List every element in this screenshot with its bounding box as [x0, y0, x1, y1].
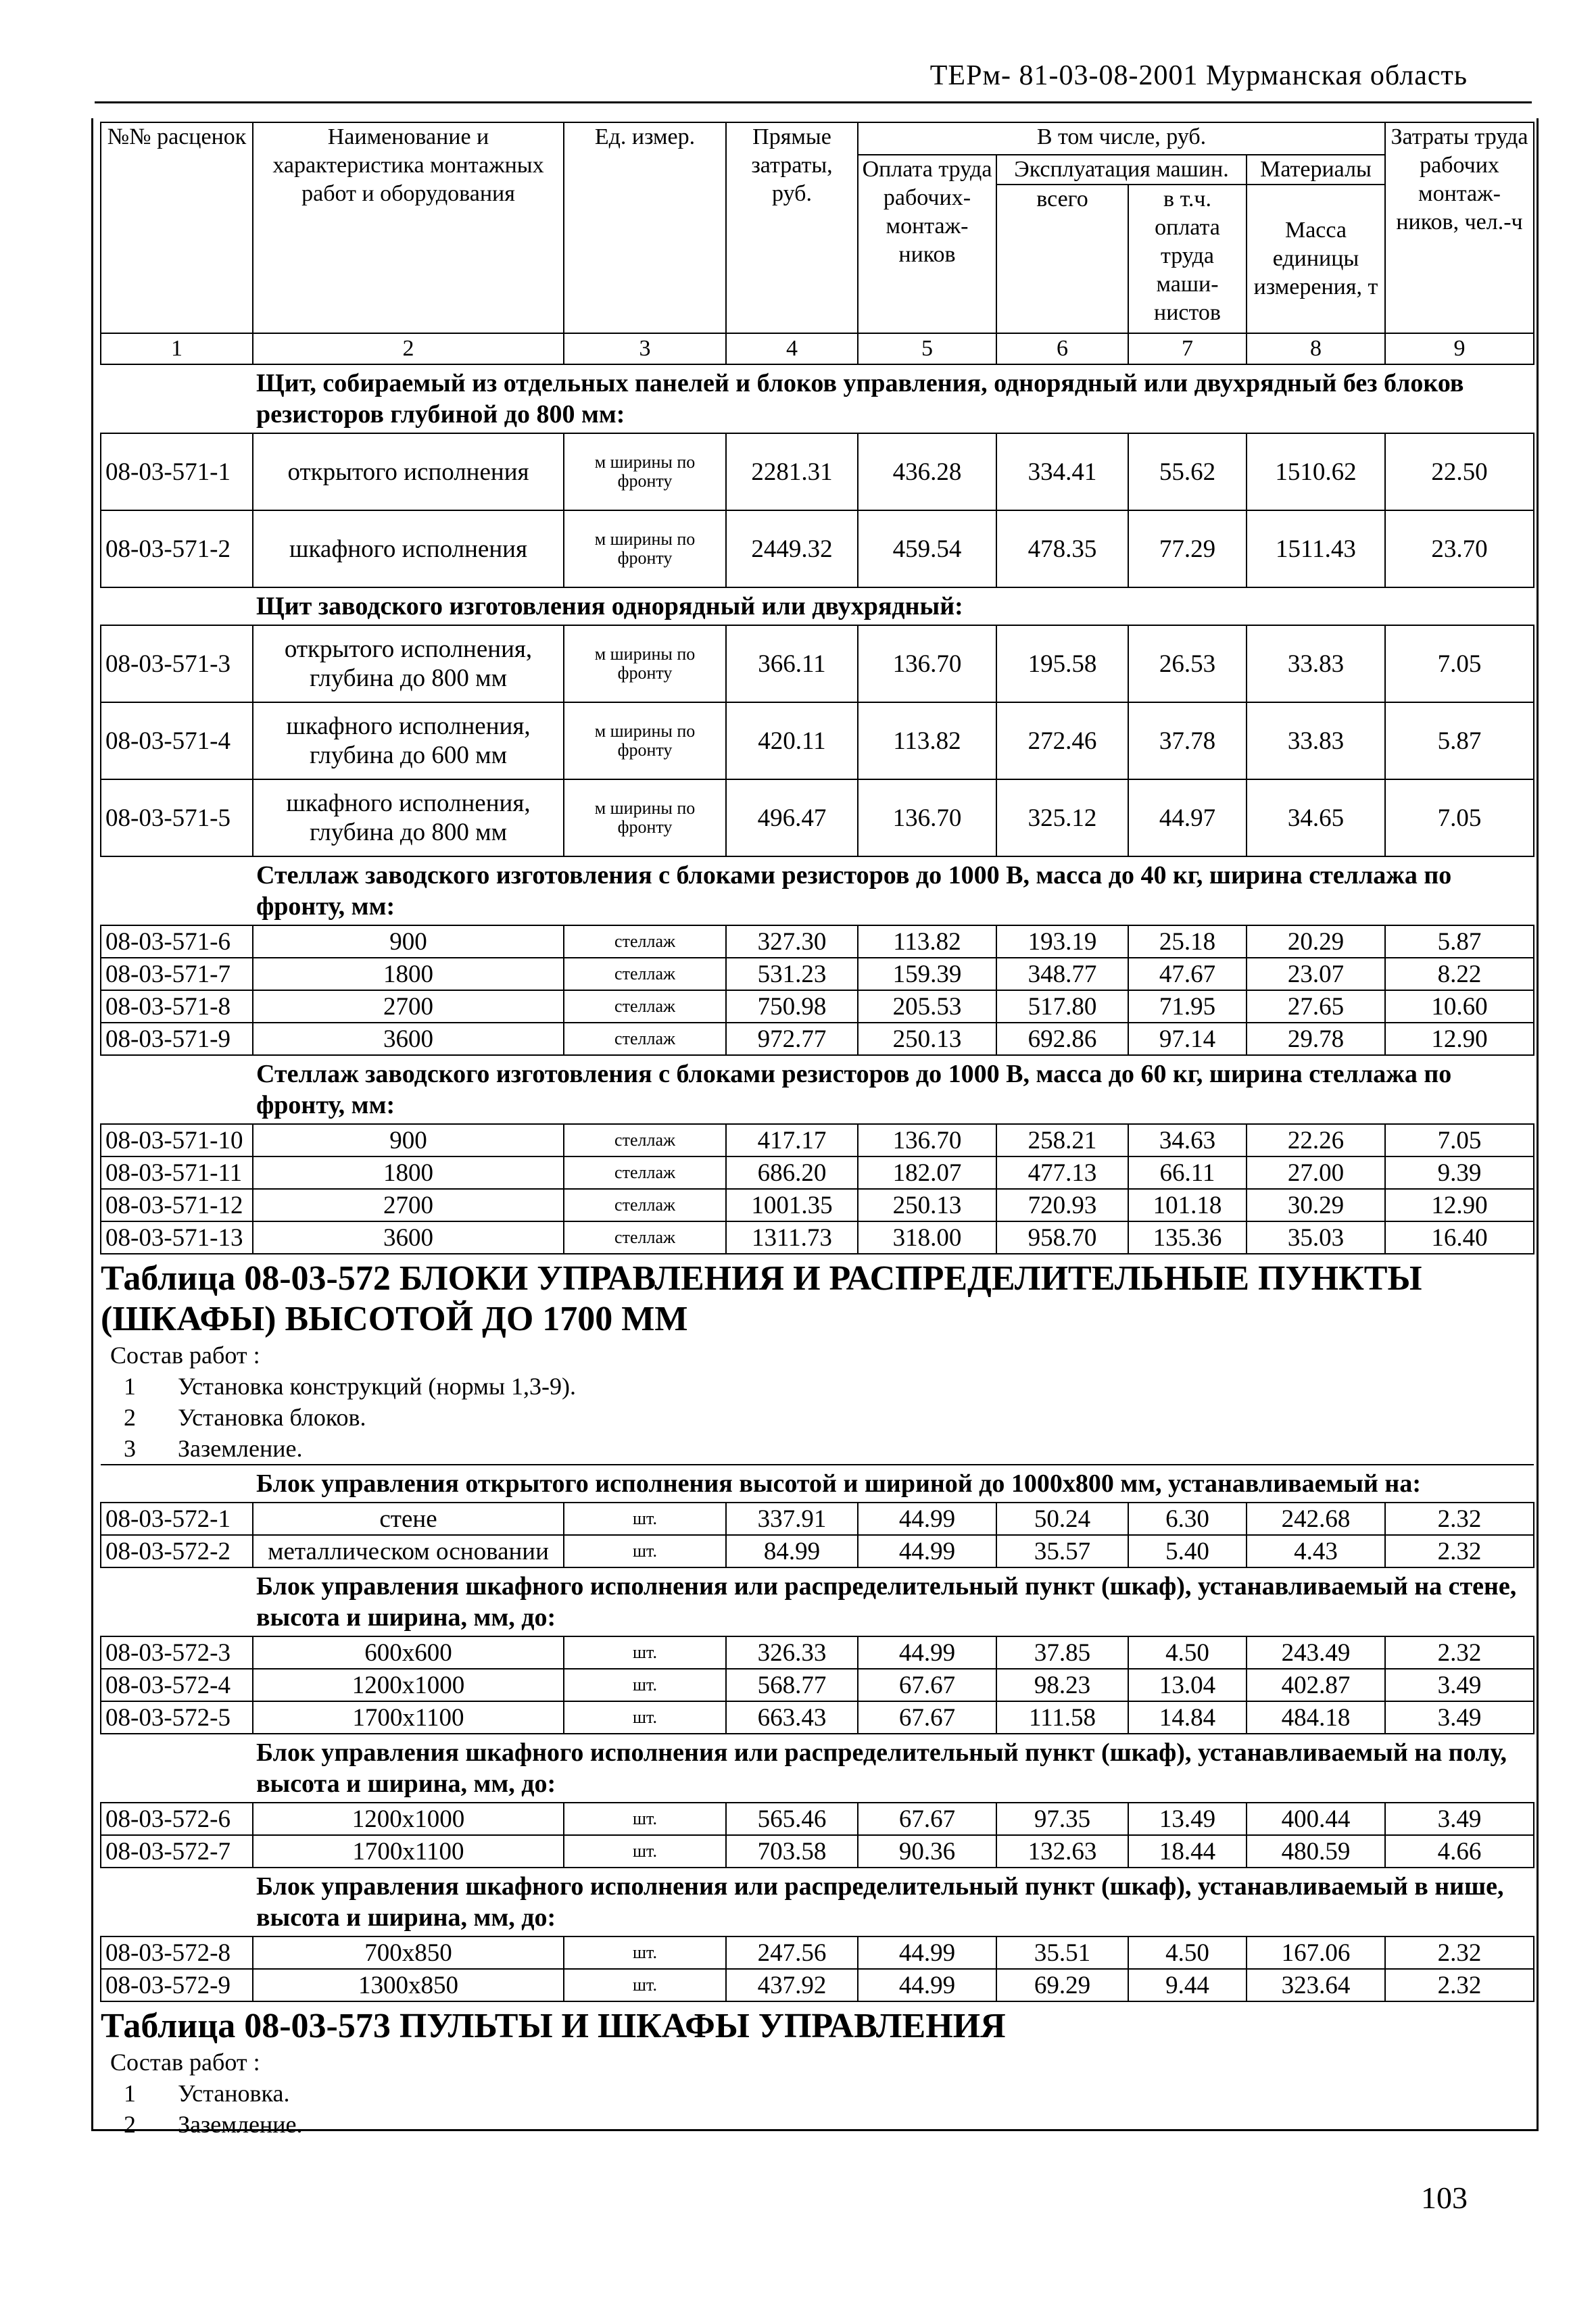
- work-name: металлическом основании: [253, 1535, 564, 1567]
- table-row: [101, 1189, 1534, 1221]
- value-mat: 484.18: [1247, 1701, 1385, 1734]
- value-direct: 326.33: [726, 1636, 858, 1669]
- composition-item-cell: [101, 1371, 1534, 1402]
- value-mat: 4.43: [1247, 1535, 1385, 1567]
- value-labor: 7.05: [1385, 1124, 1534, 1156]
- composition-item: [101, 1371, 1534, 1402]
- table-row: [101, 1503, 1534, 1535]
- value-direct: 2449.32: [726, 510, 858, 587]
- value-mach: 477.13: [996, 1156, 1128, 1189]
- rate-code: 08-03-571-4: [101, 702, 253, 779]
- work-name: 2700: [253, 990, 564, 1023]
- value-direct: 84.99: [726, 1535, 858, 1567]
- composition-item-text: Заземление.: [178, 1435, 303, 1462]
- value-mach: 692.86: [996, 1023, 1128, 1055]
- composition-item-cell: [101, 2109, 1534, 2140]
- col-header-incl: В том числе, руб.: [858, 122, 1385, 155]
- col-header-wage: Оплата труда рабочих-монтаж-ников: [858, 155, 996, 333]
- value-direct: 247.56: [726, 1936, 858, 1969]
- value-mat: 242.68: [1247, 1503, 1385, 1535]
- unit-cell: стеллаж: [564, 1156, 726, 1189]
- column-index-cell: 8: [1247, 333, 1385, 364]
- rate-code: 08-03-571-1: [101, 433, 253, 510]
- value-mach-wage: 13.04: [1128, 1669, 1247, 1701]
- value-direct: 420.11: [726, 702, 858, 779]
- value-mat: 29.78: [1247, 1023, 1385, 1055]
- work-name: открытого исполнения, глубина до 800 мм: [253, 625, 564, 702]
- rate-code: 08-03-571-13: [101, 1221, 253, 1254]
- rate-code: 08-03-571-10: [101, 1124, 253, 1156]
- value-direct: 972.77: [726, 1023, 858, 1055]
- table-title-row: [101, 2001, 1534, 2047]
- value-labor: 5.87: [1385, 702, 1534, 779]
- column-index-cell: 3: [564, 333, 726, 364]
- unit-cell: шт.: [564, 1701, 726, 1734]
- col-header-machines-total: всего: [996, 185, 1128, 333]
- section-title: Блок управления шкафного исполнения или распределительный пункт (шкаф), устанавливаемый на стене, высота и ширина, мм, до:: [101, 1567, 1534, 1636]
- rate-code: 08-03-572-7: [101, 1835, 253, 1868]
- unit-cell: стеллаж: [564, 958, 726, 990]
- table-row: [101, 702, 1534, 779]
- value-wage: 136.70: [858, 625, 996, 702]
- table-title-row: [101, 1254, 1534, 1340]
- column-index-cell: 5: [858, 333, 996, 364]
- value-mach-wage: 66.11: [1128, 1156, 1247, 1189]
- unit-cell: м ширины по фронту: [564, 433, 726, 510]
- value-wage: 44.99: [858, 1636, 996, 1669]
- rate-code: 08-03-572-1: [101, 1503, 253, 1535]
- value-wage: 136.70: [858, 1124, 996, 1156]
- rate-code: 08-03-572-3: [101, 1636, 253, 1669]
- section-title: Стеллаж заводского изготовления с блоками резисторов до 1000 В, масса до 40 кг, ширина стеллажа по фронту, мм:: [101, 856, 1534, 925]
- value-mat: 22.26: [1247, 1124, 1385, 1156]
- value-mach-wage: 47.67: [1128, 958, 1247, 990]
- table-row: [101, 1936, 1534, 1969]
- unit-cell: м ширины по фронту: [564, 510, 726, 587]
- value-labor: 8.22: [1385, 958, 1534, 990]
- value-direct: 437.92: [726, 1969, 858, 2001]
- table-row: [101, 1701, 1534, 1734]
- value-mach: 111.58: [996, 1701, 1128, 1734]
- value-mach: 720.93: [996, 1189, 1128, 1221]
- unit-cell: шт.: [564, 1503, 726, 1535]
- column-index-cell: 2: [253, 333, 564, 364]
- unit-cell: м ширины по фронту: [564, 625, 726, 702]
- work-name: 2700: [253, 1189, 564, 1221]
- value-mach: 325.12: [996, 779, 1128, 856]
- column-index-cell: 9: [1385, 333, 1534, 364]
- column-index-cell: 1: [101, 333, 253, 364]
- value-mach-wage: 5.40: [1128, 1535, 1247, 1567]
- value-mach: 958.70: [996, 1221, 1128, 1254]
- value-mach: 272.46: [996, 702, 1128, 779]
- value-labor: 22.50: [1385, 433, 1534, 510]
- value-labor: 9.39: [1385, 1156, 1534, 1189]
- rate-code: 08-03-571-8: [101, 990, 253, 1023]
- value-mach-wage: 6.30: [1128, 1503, 1247, 1535]
- value-mat: 400.44: [1247, 1803, 1385, 1835]
- value-mach: 258.21: [996, 1124, 1128, 1156]
- table-title: Таблица 08-03-572 БЛОКИ УПРАВЛЕНИЯ И РАСПРЕДЕЛИТЕЛЬНЫЕ ПУНКТЫ (ШКАФЫ) ВЫСОТОЙ ДО 1700 ММ: [101, 1259, 1422, 1338]
- section-title: Блок управления открытого исполнения высотой и шириной до 1000х800 мм, устанавливаемый на:: [101, 1465, 1534, 1503]
- value-labor: 2.32: [1385, 1636, 1534, 1669]
- value-labor: 12.90: [1385, 1023, 1534, 1055]
- unit-cell: шт.: [564, 1636, 726, 1669]
- rate-code: 08-03-571-5: [101, 779, 253, 856]
- table-row: [101, 1835, 1534, 1868]
- rate-code: 08-03-572-6: [101, 1803, 253, 1835]
- work-name: 900: [253, 925, 564, 958]
- value-wage: 205.53: [858, 990, 996, 1023]
- table-title: Таблица 08-03-573 ПУЛЬТЫ И ШКАФЫ УПРАВЛЕНИЯ: [101, 2007, 1006, 2045]
- table-row: [101, 1156, 1534, 1189]
- value-mat: 1511.43: [1247, 510, 1385, 587]
- table-row: [101, 1124, 1534, 1156]
- value-labor: 5.87: [1385, 925, 1534, 958]
- rate-code: 08-03-572-2: [101, 1535, 253, 1567]
- value-wage: 44.99: [858, 1503, 996, 1535]
- composition-label-row: [101, 2047, 1534, 2078]
- composition-item-text: Установка.: [178, 2080, 290, 2107]
- value-mach: 35.57: [996, 1535, 1128, 1567]
- composition-item-text: Установка конструкций (нормы 1,3-9).: [178, 1373, 577, 1400]
- rate-code: 08-03-572-8: [101, 1936, 253, 1969]
- work-name: 3600: [253, 1023, 564, 1055]
- composition-label: Состав работ :: [110, 2049, 260, 2076]
- value-mach-wage: 97.14: [1128, 1023, 1247, 1055]
- work-name: 1800: [253, 958, 564, 990]
- value-wage: 90.36: [858, 1835, 996, 1868]
- value-mach: 50.24: [996, 1503, 1128, 1535]
- composition-item-number: 1: [124, 2080, 136, 2107]
- column-index-cell: 7: [1128, 333, 1247, 364]
- table-row: [101, 779, 1534, 856]
- section-row: [101, 856, 1534, 925]
- table-body: [101, 333, 1534, 2140]
- rate-code: 08-03-571-7: [101, 958, 253, 990]
- value-mach: 132.63: [996, 1835, 1128, 1868]
- work-name: 1200х1000: [253, 1803, 564, 1835]
- composition-item-number: 1: [124, 1373, 136, 1400]
- value-mach: 97.35: [996, 1803, 1128, 1835]
- value-mat: 243.49: [1247, 1636, 1385, 1669]
- unit-cell: шт.: [564, 1535, 726, 1567]
- value-labor: 3.49: [1385, 1669, 1534, 1701]
- table-row: [101, 433, 1534, 510]
- composition-item: [101, 2078, 1534, 2109]
- value-mat: 35.03: [1247, 1221, 1385, 1254]
- table-row: [101, 1535, 1534, 1567]
- work-name: 700х850: [253, 1936, 564, 1969]
- value-labor: 2.32: [1385, 1503, 1534, 1535]
- value-direct: 1001.35: [726, 1189, 858, 1221]
- value-labor: 2.32: [1385, 1936, 1534, 1969]
- value-labor: 10.60: [1385, 990, 1534, 1023]
- value-direct: 366.11: [726, 625, 858, 702]
- value-mach-wage: 26.53: [1128, 625, 1247, 702]
- col-header-machines: Эксплуатация машин.: [996, 155, 1247, 185]
- unit-cell: стеллаж: [564, 990, 726, 1023]
- value-mach: 517.80: [996, 990, 1128, 1023]
- work-name: шкафного исполнения, глубина до 600 мм: [253, 702, 564, 779]
- section-row: [101, 1734, 1534, 1803]
- unit-cell: шт.: [564, 1969, 726, 2001]
- value-mach: 195.58: [996, 625, 1128, 702]
- value-mach: 348.77: [996, 958, 1128, 990]
- work-name: открытого исполнения: [253, 433, 564, 510]
- column-index-cell: 4: [726, 333, 858, 364]
- col-header-unit: Ед. измер.: [564, 122, 726, 333]
- unit-cell: стеллаж: [564, 1023, 726, 1055]
- value-direct: 703.58: [726, 1835, 858, 1868]
- value-labor: 2.32: [1385, 1969, 1534, 2001]
- value-labor: 23.70: [1385, 510, 1534, 587]
- value-labor: 7.05: [1385, 625, 1534, 702]
- value-mat: 34.65: [1247, 779, 1385, 856]
- value-mach-wage: 101.18: [1128, 1189, 1247, 1221]
- section-title: Блок управления шкафного исполнения или распределительный пункт (шкаф), устанавливаемый на полу, высота и ширина, мм, до:: [101, 1734, 1534, 1803]
- composition-item: [101, 1402, 1534, 1433]
- value-direct: 568.77: [726, 1669, 858, 1701]
- value-mat: 20.29: [1247, 925, 1385, 958]
- value-labor: 4.66: [1385, 1835, 1534, 1868]
- unit-cell: шт.: [564, 1803, 726, 1835]
- section-row: [101, 1055, 1534, 1124]
- value-mat: 167.06: [1247, 1936, 1385, 1969]
- value-wage: 44.99: [858, 1936, 996, 1969]
- composition-item-cell: [101, 2078, 1534, 2109]
- section-row: [101, 1567, 1534, 1636]
- value-wage: 44.99: [858, 1535, 996, 1567]
- unit-cell: шт.: [564, 1936, 726, 1969]
- col-header-direct: Прямые затраты, руб.: [726, 122, 858, 333]
- value-mat: 480.59: [1247, 1835, 1385, 1868]
- rate-code: 08-03-571-3: [101, 625, 253, 702]
- col-header-mass: Масса единицы измерения, т: [1247, 185, 1385, 333]
- work-name: 1700х1100: [253, 1701, 564, 1734]
- value-direct: 663.43: [726, 1701, 858, 1734]
- value-wage: 67.67: [858, 1803, 996, 1835]
- value-mat: 27.65: [1247, 990, 1385, 1023]
- value-direct: 496.47: [726, 779, 858, 856]
- rate-code: 08-03-572-9: [101, 1969, 253, 2001]
- table-row: [101, 925, 1534, 958]
- value-mat: 33.83: [1247, 625, 1385, 702]
- unit-cell: шт.: [564, 1835, 726, 1868]
- section-row: [101, 1868, 1534, 1936]
- value-labor: 7.05: [1385, 779, 1534, 856]
- unit-cell: м ширины по фронту: [564, 702, 726, 779]
- col-header-name: Наименование и характеристика монтажных работ и оборудования: [253, 122, 564, 333]
- value-mach: 35.51: [996, 1936, 1128, 1969]
- value-labor: 2.32: [1385, 1535, 1534, 1567]
- value-labor: 3.49: [1385, 1701, 1534, 1734]
- composition-item-text: Заземление.: [178, 2111, 303, 2138]
- value-wage: 67.67: [858, 1669, 996, 1701]
- value-direct: 417.17: [726, 1124, 858, 1156]
- composition-item-cell: [101, 1402, 1534, 1433]
- value-wage: 159.39: [858, 958, 996, 990]
- value-mach-wage: 14.84: [1128, 1701, 1247, 1734]
- value-labor: 12.90: [1385, 1189, 1534, 1221]
- value-mat: 1510.62: [1247, 433, 1385, 510]
- rate-code: 08-03-571-11: [101, 1156, 253, 1189]
- table-row: [101, 958, 1534, 990]
- work-name: шкафного исполнения, глубина до 800 мм: [253, 779, 564, 856]
- col-header-labor: Затраты труда рабочих монтаж-ников, чел.-ч: [1385, 122, 1534, 333]
- table-row: [101, 1969, 1534, 2001]
- rate-code: 08-03-572-5: [101, 1701, 253, 1734]
- value-direct: 2281.31: [726, 433, 858, 510]
- work-name: 900: [253, 1124, 564, 1156]
- section-title: Стеллаж заводского изготовления с блоками резисторов до 1000 В, масса до 60 кг, ширина стеллажа по фронту, мм:: [101, 1055, 1534, 1124]
- composition-item-cell: [101, 1433, 1534, 1465]
- value-wage: 250.13: [858, 1023, 996, 1055]
- value-mach: 37.85: [996, 1636, 1128, 1669]
- value-mach-wage: 55.62: [1128, 433, 1247, 510]
- unit-cell: стеллаж: [564, 1221, 726, 1254]
- value-mat: 402.87: [1247, 1669, 1385, 1701]
- composition-item-number: 2: [124, 1404, 136, 1431]
- work-name: 1700х1100: [253, 1835, 564, 1868]
- value-mach-wage: 9.44: [1128, 1969, 1247, 2001]
- table-row: [101, 1803, 1534, 1835]
- value-mach-wage: 25.18: [1128, 925, 1247, 958]
- section-row: [101, 587, 1534, 625]
- page-number: 103: [1421, 2180, 1468, 2215]
- rate-code: 08-03-571-2: [101, 510, 253, 587]
- value-mach-wage: 4.50: [1128, 1936, 1247, 1969]
- value-wage: 318.00: [858, 1221, 996, 1254]
- unit-cell: шт.: [564, 1669, 726, 1701]
- col-header-materials: Материалы: [1247, 155, 1385, 185]
- table-row: [101, 1669, 1534, 1701]
- page-header: ТЕРм- 81-03-08-2001 Мурманская область: [929, 60, 1468, 91]
- table-row: [101, 510, 1534, 587]
- value-wage: 136.70: [858, 779, 996, 856]
- value-mach-wage: 77.29: [1128, 510, 1247, 587]
- value-wage: 44.99: [858, 1969, 996, 2001]
- composition-label-row: [101, 1340, 1534, 1371]
- value-mach-wage: 18.44: [1128, 1835, 1247, 1868]
- value-mach-wage: 135.36: [1128, 1221, 1247, 1254]
- value-mach-wage: 4.50: [1128, 1636, 1247, 1669]
- value-mach-wage: 34.63: [1128, 1124, 1247, 1156]
- value-mach: 98.23: [996, 1669, 1128, 1701]
- section-row: [101, 1465, 1534, 1503]
- value-wage: 436.28: [858, 433, 996, 510]
- value-wage: 459.54: [858, 510, 996, 587]
- table-row: [101, 1023, 1534, 1055]
- value-labor: 3.49: [1385, 1803, 1534, 1835]
- value-mat: 30.29: [1247, 1189, 1385, 1221]
- value-wage: 182.07: [858, 1156, 996, 1189]
- value-mat: 27.00: [1247, 1156, 1385, 1189]
- table-row: [101, 1221, 1534, 1254]
- value-mach-wage: 71.95: [1128, 990, 1247, 1023]
- work-name: шкафного исполнения: [253, 510, 564, 587]
- value-mat: 323.64: [1247, 1969, 1385, 2001]
- value-mach: 193.19: [996, 925, 1128, 958]
- work-name: 3600: [253, 1221, 564, 1254]
- work-name: 600х600: [253, 1636, 564, 1669]
- unit-cell: м ширины по фронту: [564, 779, 726, 856]
- value-direct: 337.91: [726, 1503, 858, 1535]
- section-row: [101, 364, 1534, 433]
- value-direct: 686.20: [726, 1156, 858, 1189]
- value-mach-wage: 13.49: [1128, 1803, 1247, 1835]
- value-direct: 531.23: [726, 958, 858, 990]
- col-header-machines-wage: в т.ч. оплата труда маши-нистов: [1128, 185, 1247, 333]
- rate-code: 08-03-571-6: [101, 925, 253, 958]
- value-wage: 250.13: [858, 1189, 996, 1221]
- value-wage: 113.82: [858, 702, 996, 779]
- value-mach-wage: 37.78: [1128, 702, 1247, 779]
- value-mach: 69.29: [996, 1969, 1128, 2001]
- col-header-code: №№ расценок: [101, 122, 253, 333]
- section-title: Щит, собираемый из отдельных панелей и блоков управления, однорядный или двухрядный без блоков резисторов глубиной до 800 мм:: [101, 364, 1534, 433]
- unit-cell: стеллаж: [564, 1124, 726, 1156]
- work-name: 1800: [253, 1156, 564, 1189]
- table-row: [101, 990, 1534, 1023]
- composition-item: [101, 1433, 1534, 1465]
- value-mach: 478.35: [996, 510, 1128, 587]
- unit-cell: стеллаж: [564, 1189, 726, 1221]
- column-index-row: [101, 333, 1534, 364]
- rates-table: [100, 122, 1534, 2140]
- value-direct: 1311.73: [726, 1221, 858, 1254]
- work-name: стене: [253, 1503, 564, 1535]
- section-title: Щит заводского изготовления однорядный или двухрядный:: [101, 587, 1534, 625]
- composition-item-number: 2: [124, 2111, 136, 2138]
- composition-item-text: Установка блоков.: [178, 1404, 366, 1431]
- value-wage: 67.67: [858, 1701, 996, 1734]
- header-rule: [95, 101, 1532, 103]
- value-mach: 334.41: [996, 433, 1128, 510]
- value-direct: 750.98: [726, 990, 858, 1023]
- value-labor: 16.40: [1385, 1221, 1534, 1254]
- section-title: Блок управления шкафного исполнения или распределительный пункт (шкаф), устанавливаемый в нише, высота и ширина, мм, до:: [101, 1868, 1534, 1936]
- value-direct: 565.46: [726, 1803, 858, 1835]
- value-mach-wage: 44.97: [1128, 779, 1247, 856]
- rate-code: 08-03-572-4: [101, 1669, 253, 1701]
- composition-item-number: 3: [124, 1435, 136, 1462]
- composition-item: [101, 2109, 1534, 2140]
- table-row: [101, 1636, 1534, 1669]
- work-name: 1300х850: [253, 1969, 564, 2001]
- column-index-cell: 6: [996, 333, 1128, 364]
- value-wage: 113.82: [858, 925, 996, 958]
- rate-code: 08-03-571-9: [101, 1023, 253, 1055]
- value-mat: 33.83: [1247, 702, 1385, 779]
- composition-label: Состав работ :: [110, 1342, 260, 1369]
- value-mat: 23.07: [1247, 958, 1385, 990]
- work-name: 1200х1000: [253, 1669, 564, 1701]
- value-direct: 327.30: [726, 925, 858, 958]
- table-row: [101, 625, 1534, 702]
- rate-code: 08-03-571-12: [101, 1189, 253, 1221]
- unit-cell: стеллаж: [564, 925, 726, 958]
